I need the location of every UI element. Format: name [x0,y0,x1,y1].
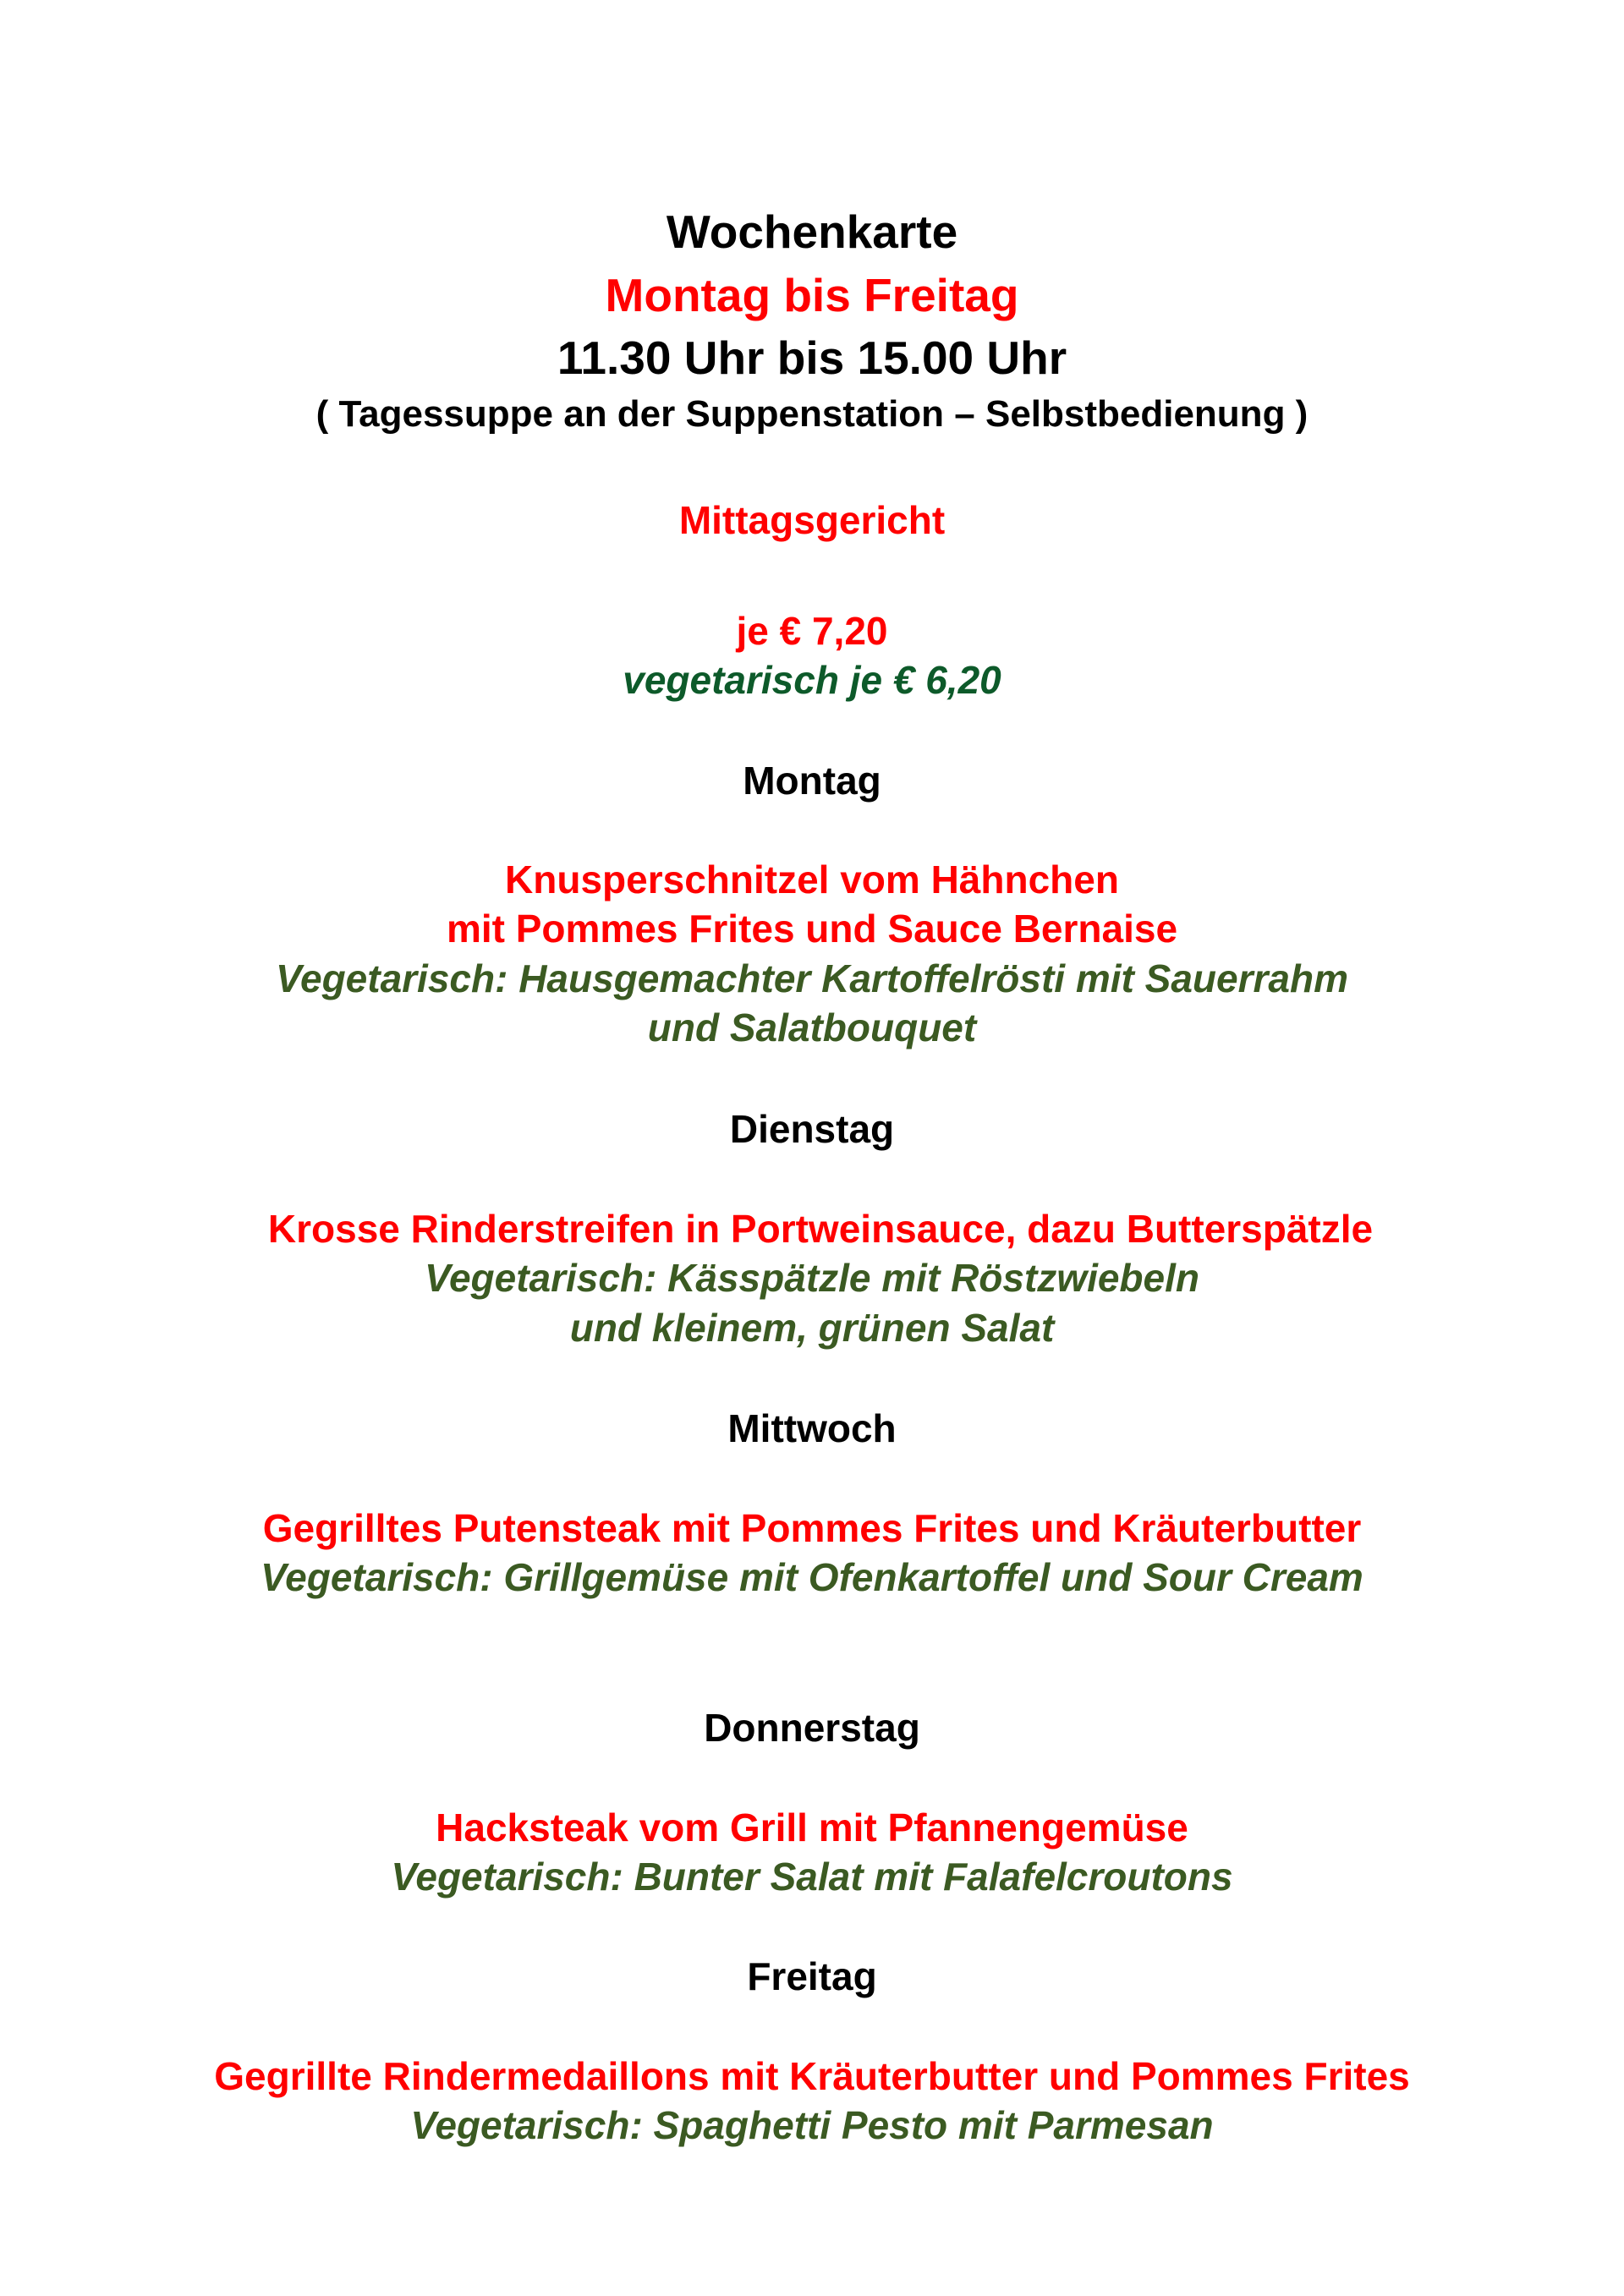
days-range: Montag bis Freitag [605,269,1019,321]
soup-note: ( Tagessuppe an der Suppenstation – Selbstbedienung ) [315,393,1309,435]
dish-vegetarian-line: Vegetarisch: Hausgemachter Kartoffelrösti mit Sauerrahm [276,956,1348,1000]
price-vegetarian: vegetarisch je € 6,20 [623,658,1001,702]
dish-vegetarian-line: Vegetarisch: Grillgemüse mit Ofenkartoffel und Sour Cream [261,1555,1363,1599]
dish-main-line: Knusperschnitzel vom Hähnchen [505,858,1119,901]
dish-main-line: Krosse Rinderstreifen in Portweinsauce, dazu Butterspätzle [267,1207,1374,1251]
dish-vegetarian-line: und Salatbouquet [647,1006,977,1049]
dish-vegetarian-line: und kleinem, grünen Salat [569,1306,1055,1350]
day-heading-montag: Montag [743,759,881,803]
day-heading-mittwoch: Mittwoch [727,1406,897,1450]
dish-vegetarian-line: Vegetarisch: Spaghetti Pesto mit Parmesan [410,2103,1214,2147]
day-heading-donnerstag: Donnerstag [704,1706,920,1750]
menu-title: Wochenkarte [666,205,958,258]
dish-main-line: Gegrillte Rindermedaillons mit Kräuterbutter und Pommes Frites [214,2054,1410,2098]
dish-vegetarian-line: Vegetarisch: Kässpätzle mit Röstzwiebeln [424,1256,1199,1300]
price: je € 7,20 [736,609,888,653]
day-heading-freitag: Freitag [747,1954,877,1998]
dish-main-line: Gegrilltes Putensteak mit Pommes Frites und Kräuterbutter [262,1506,1362,1550]
dish-main-line: Hacksteak vom Grill mit Pfannengemüse [436,1806,1188,1849]
day-heading-dienstag: Dienstag [729,1107,895,1151]
opening-hours: 11.30 Uhr bis 15.00 Uhr [557,332,1067,384]
dish-vegetarian-line: Vegetarisch: Bunter Salat mit Falafelcroutons [391,1855,1233,1899]
section-title: Mittagsgericht [678,498,946,542]
dish-main-line: mit Pommes Frites und Sauce Bernaise [446,907,1178,951]
